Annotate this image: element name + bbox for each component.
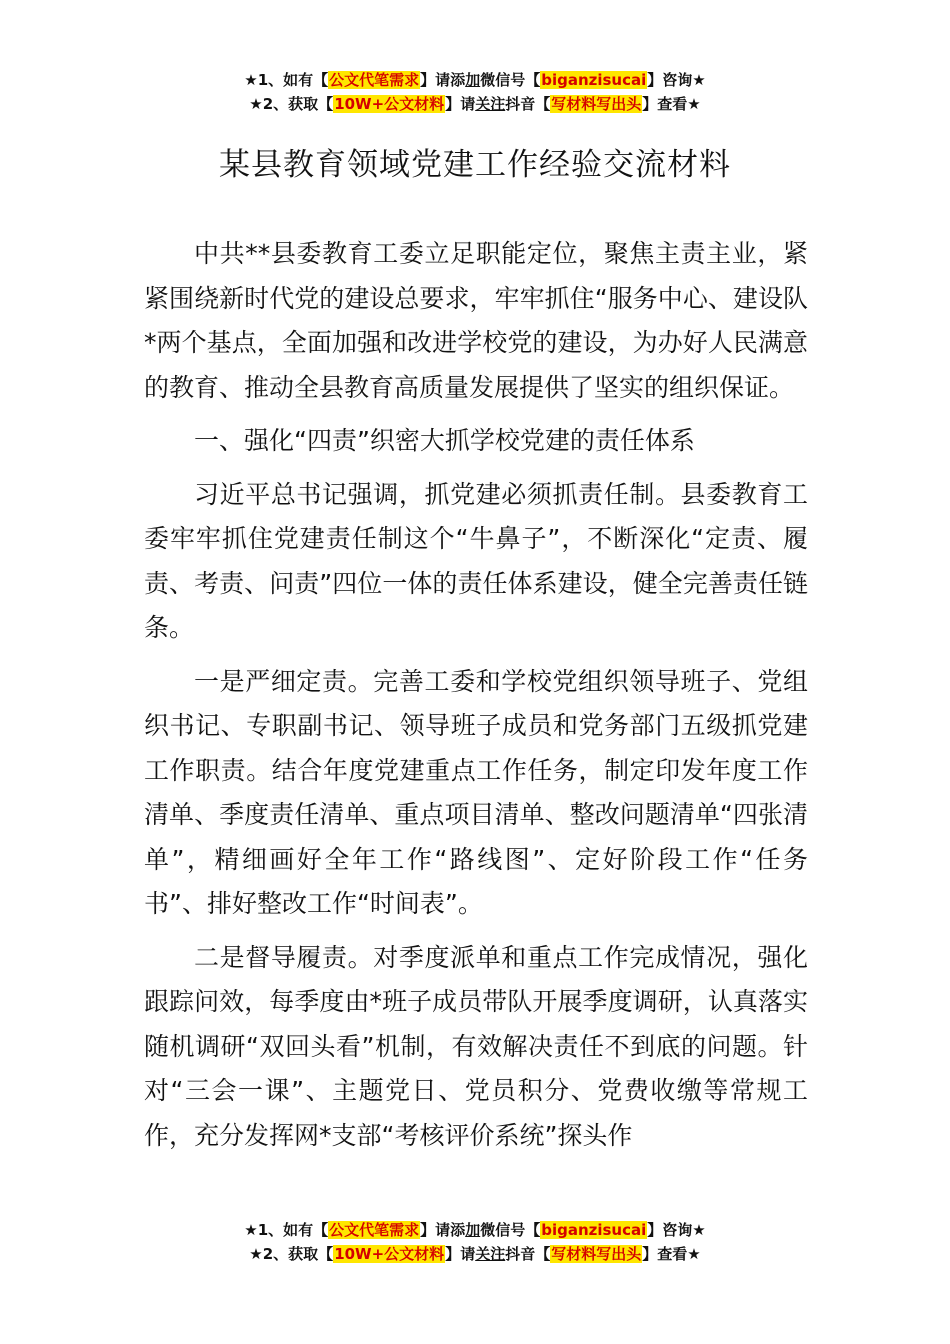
banner-line-2 xyxy=(0,92,950,116)
banner-text: ★2、获取【 xyxy=(249,1245,334,1263)
banner-text: ★1、如有【 xyxy=(244,71,329,89)
banner-text: 】查看★ xyxy=(642,1245,701,1263)
banner-text: 微信号【 xyxy=(480,71,541,89)
banner-highlight: 公文代笔需求 xyxy=(329,1221,420,1239)
paragraph-intro: 中共**县委教育工委立足职能定位，聚焦主责主业，紧紧围绕新时代党的建设总要求，牢牢抓住“服务中心、建设队*两个基点，全面加强和改进学校党的建设，为办好人民满意的教育、推动全县教育高质量发展提供了坚实的组织保证。 xyxy=(144,239,808,402)
banner-underline: 加 xyxy=(465,71,481,89)
banner-highlight: 10W+公文材料 xyxy=(334,1245,445,1263)
banner-text: ★1、如有【 xyxy=(244,1221,329,1239)
banner-highlight: 写材料写出头 xyxy=(551,1245,642,1263)
banner-line-1 xyxy=(0,1218,950,1242)
paragraph: 习近平总书记强调，抓党建必须抓责任制。县委教育工委牢牢抓住党建责任制这个“牛鼻子”，不断深化“定责、履责、考责、问责”四位一体的责任体系建设，健全完善责任链条。 xyxy=(144,479,808,642)
banner-highlight: 公文代笔需求 xyxy=(329,71,420,89)
banner-highlight: biganzisucai xyxy=(541,71,647,89)
banner-text: 抖音【 xyxy=(505,95,551,113)
banner-text: 】请 xyxy=(445,1245,476,1263)
document-title: 某县教育领域党建工作经验交流材料 xyxy=(219,146,731,183)
banner-text: 】请 xyxy=(445,95,476,113)
banner-highlight: 10W+公文材料 xyxy=(334,95,445,113)
banner-text: 】咨询★ xyxy=(647,1221,706,1239)
banner-text: 微信号【 xyxy=(480,1221,541,1239)
header-banner xyxy=(0,68,950,116)
footer-banner xyxy=(0,1218,950,1266)
banner-underline: 关注 xyxy=(475,95,506,113)
paragraph: 一是严细定责。完善工委和学校党组织领导班子、党组织书记、专职副书记、领导班子成员和党务部门五级抓党建工作职责。结合年度党建重点工作任务，制定印发年度工作清单、季度责任清单、重点项目清单、整改问题清单“四张清单”，精细画好全年工作“路线图”、定好阶段工作“任务书”、排好整改工作“时间表”。 xyxy=(144,666,808,918)
banner-underline: 关注 xyxy=(475,1245,506,1263)
document-body xyxy=(144,232,808,1167)
banner-line-1 xyxy=(0,68,950,92)
banner-text: 】咨询★ xyxy=(647,71,706,89)
banner-text: 】查看★ xyxy=(642,95,701,113)
banner-highlight: biganzisucai xyxy=(541,1221,647,1239)
banner-text: 】请添 xyxy=(420,71,466,89)
banner-line-2 xyxy=(0,1242,950,1266)
banner-text: ★2、获取【 xyxy=(249,95,334,113)
banner-underline: 加 xyxy=(465,1221,481,1239)
banner-text: 】请添 xyxy=(420,1221,466,1239)
banner-highlight: 写材料写出头 xyxy=(551,95,642,113)
section-heading: 一、强化“四责”织密大抓学校党建的责任体系 xyxy=(194,426,695,455)
banner-text: 抖音【 xyxy=(505,1245,551,1263)
paragraph: 二是督导履责。对季度派单和重点工作完成情况，强化跟踪问效，每季度由*班子成员带队开展季度调研，认真落实随机调研“双回头看”机制，有效解决责任不到底的问题。针对“三会一课”、主题党日、党员积分、党费收缴等常规工作，充分发挥网*支部“考核评价系统”探头作 xyxy=(144,942,808,1150)
